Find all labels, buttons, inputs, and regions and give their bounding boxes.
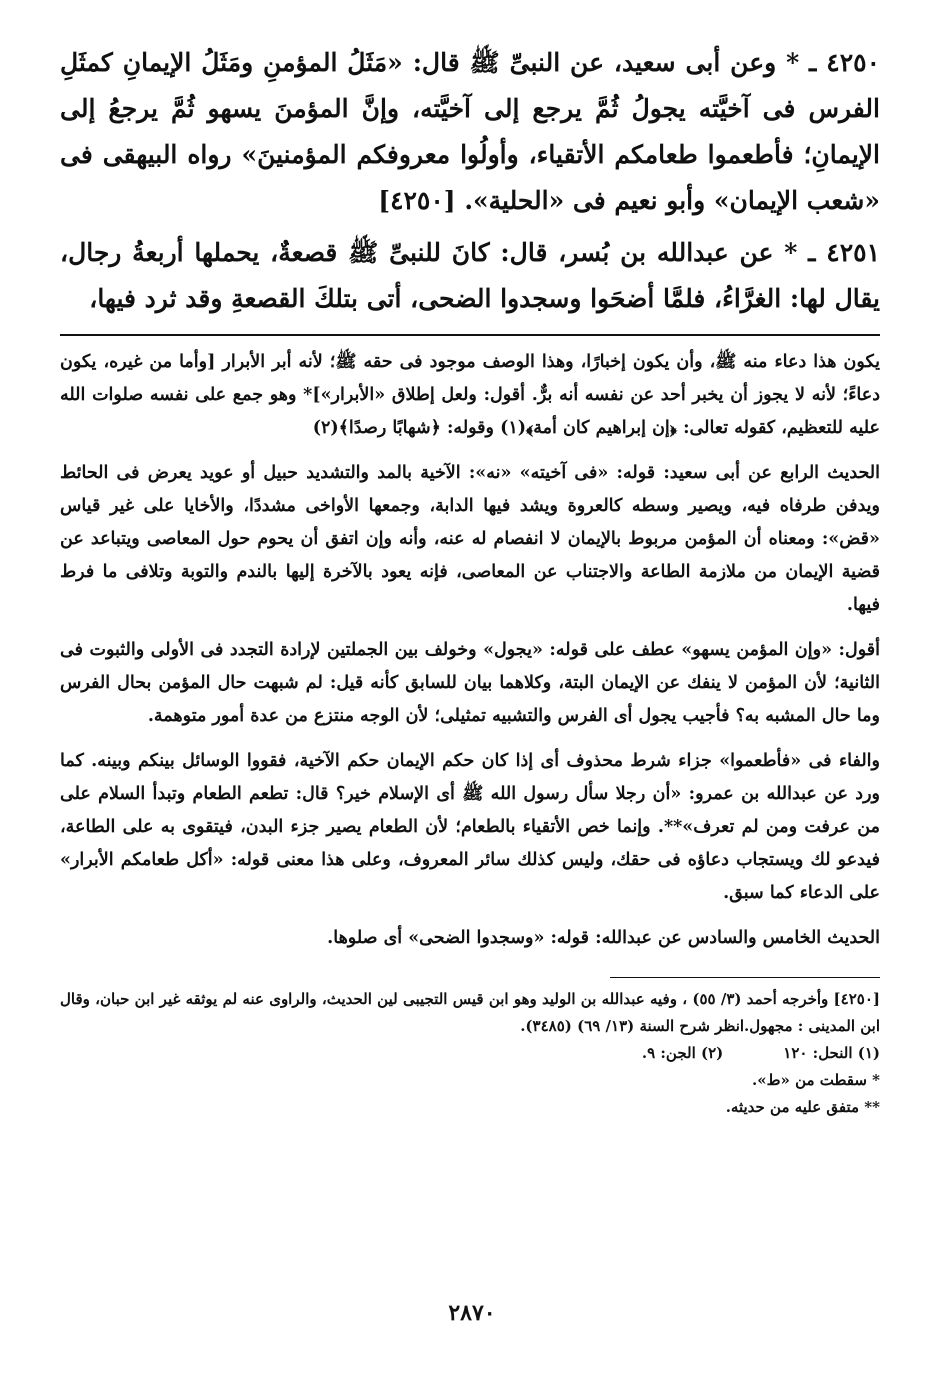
commentary-paragraph: يكون هذا دعاء منه ﷺ، وأن يكون إخبارًا، وهذا الوصف موجود فى حقه ﷺ؛ لأنه أبر الأبرار [وأما من غيره، يكون دعاءً؛ لأنه لا يجوز أن يخبر أحد عن نفسه أنه برٌّ. أقول: ولعل إطلاق «الأبرار»]* وهو جمع على نفسه صلوات الله عليه للتعظيم، كقوله تعالى: ﴿إن إبراهيم كان أمة﴾(١) وقوله: ﴿شهابًا رصدًا﴾(٢) xyxy=(60,352,880,438)
hadith-4250: ٤٢٥٠ ـ * وعن أبى سعيد، عن النبىِّ ﷺ قال: «مَثَلُ المؤمنِ ومَثَلُ الإيمانِ كمثَلِ الفرس فى آخيَّته يجولُ ثُمَّ يرجع إلى آخيَّته، وإنَّ المؤمنَ يسهو ثُمَّ يرجعُ إلى الإيمانِ؛ فأطعموا طعامكم الأتقياء، وأولُوا معروفكم المؤمنينَ» رواه البيهقى فى «شعب الإيمان» وأبو نعيم فى «الحلية». [٤٢٥٠] xyxy=(60,48,880,215)
footnote-double-star: ** متفق عليه من حديثه. xyxy=(725,1098,880,1116)
footnote-2: (٢) الجن: ٩. xyxy=(641,1044,724,1062)
footnote-divider xyxy=(610,977,880,978)
footnote-row xyxy=(60,1040,880,1067)
main-divider xyxy=(60,334,880,336)
page-body xyxy=(60,40,880,1121)
commentary-paragraph: الحديث الرابع عن أبى سعيد: قوله: «فى آخيته» «نه»: الآخية بالمد والتشديد حبيل أو عويد يعرض فى الحائط ويدفن طرفاه فيه، ويصير وسطه كالعروة ويشد فيها الدابة، وجمعها الأواخى مشددًا، والأخايا على غير قياس «قض»: ومعناه أن المؤمن مربوط بالإيمان لا انفصام له عنه، وأنه وإن اتفق أن يحوم حول المعاصى ويتباعد عن قضية الإيمان من ملازمة الطاعة والاجتناب عن المعاصى، فإنه يعود بالآخرة إليها بالندم والتوبة وتلافى ما فرط فيها. xyxy=(60,463,880,615)
footnote-takhrij: [٤٢٥٠] وأخرجه أحمد (٣/ ٥٥) ، وفيه عبدالله بن الوليد وهو ابن قيس التجيبى لين الحديث، والراوى عنه لم يوثقه غير ابن حبان، وقال ابن المدينى : مجهول.انظر شرح السنة (١٣/ ٦٩) (٣٤٨٥). xyxy=(60,990,880,1035)
commentary-paragraph: الحديث الخامس والسادس عن عبدالله: قوله: «وسجدوا الضحى» أى صلوها. xyxy=(327,928,880,948)
hadith-4251: ٤٢٥١ ـ * عن عبدالله بن بُسر، قال: كانَ للنبىِّ ﷺ قصعةٌ، يحملها أربعةُ رجال، يقال لها: الغرَّاءُ، فلمَّا أضحَوا وسجدوا الضحى، أتى بتلكَ القصعةِ وقد ثرد فيها، xyxy=(60,238,880,313)
page-number: ٢٨٧٠ xyxy=(448,1300,496,1326)
footnote-1: (١) النحل: ١٢٠ xyxy=(783,1044,880,1062)
commentary-paragraph: والفاء فى «فأطعموا» جزاء شرط محذوف أى إذا كان حكم الإيمان حكم الآخية، فقووا الوسائل بينكم وبينه. كما ورد عن عبدالله بن عمرو: «أن رجلا سأل رسول الله ﷺ أى الإسلام خير؟ قال: تطعم الطعام وتبدأ السلام على من عرفت ومن لم تعرف»**. وإنما خص الأتقياء بالطعام؛ لأن الطعام يصير جزء البدن، فيتقوى به على الطاعة، فيدعو لك ويستجاب دعاؤه فى حقك، وليس كذلك سائر المعروف، وعلى هذا معنى قوله: «أكل طعامكم الأبرار» على الدعاء كما سبق. xyxy=(60,751,880,903)
footnote-star: * سقطت من «ط». xyxy=(752,1071,880,1089)
commentary-paragraph: أقول: «وإن المؤمن يسهو» عطف على قوله: «يجول» وخولف بين الجملتين لإرادة التجدد فى الأولى والثبوت فى الثانية؛ لأن المؤمن لا ينفك عن الإيمان البتة، وكلاهما بيان للسابق كأنه قيل: لم شبهت حال المؤمن بحال الفرس وما حال المشبه به؟ فأجيب يجول أى الفرس والتشبيه تمثيلى؛ لأن الوجه منتزع من عدة أمور متوهمة. xyxy=(60,640,880,726)
